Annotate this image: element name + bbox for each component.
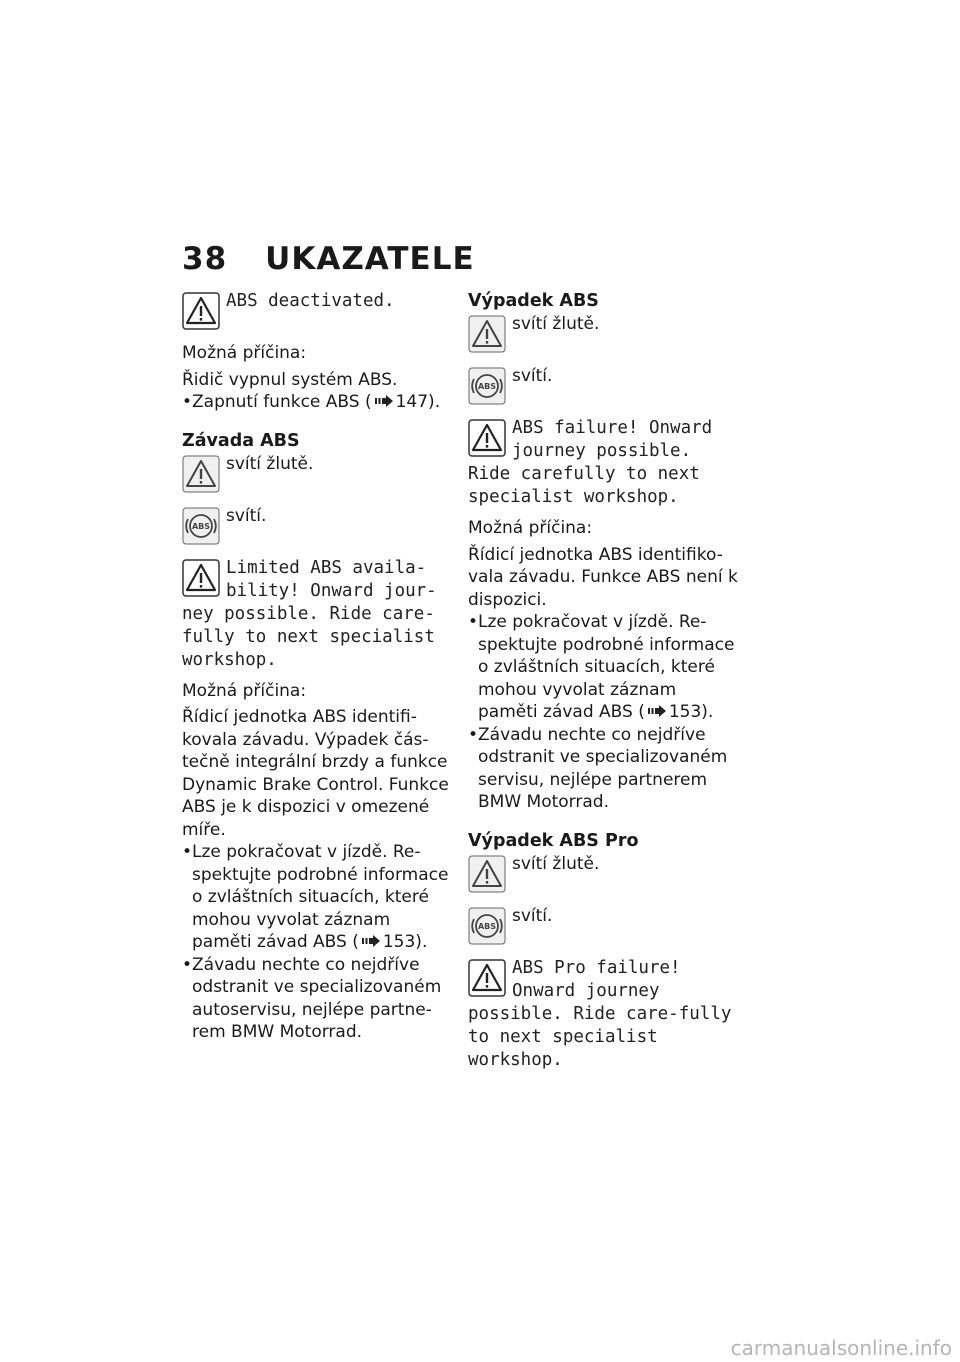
message-line: ABS Pro failure! bbox=[512, 957, 681, 978]
abs-icon-text: ABS bbox=[191, 521, 211, 531]
cause-label: Možná příčina: bbox=[182, 680, 307, 701]
bullet-text: Zapnutí funkce ABS ( bbox=[192, 392, 372, 412]
list-item: • Lze pokračovat v jízdě. Re-spektujte podrobné informace o zvláštních situacích, které mohou vyvolat záznam paměti závad ABS ( 153). bbox=[468, 612, 735, 722]
abs-deactivated-row bbox=[182, 290, 452, 330]
list-item: • Lze pokračovat v jízdě. Re-spektujte podrobné informace o zvláštních situacích, které mohou vyvolat záznam paměti závad ABS ( 153). bbox=[182, 842, 449, 952]
light-status: svítí. bbox=[512, 905, 553, 926]
light-row-yellow bbox=[468, 853, 738, 893]
light-status: svítí žlutě. bbox=[512, 314, 600, 334]
message-continuation: ney possible. Ride care-fully to next specialist workshop. bbox=[182, 603, 435, 670]
warning-triangle-icon bbox=[468, 855, 506, 893]
right-column bbox=[468, 290, 738, 1072]
reference-arrow-icon bbox=[375, 395, 393, 407]
fault-message-row bbox=[182, 557, 452, 603]
page-reference[interactable]: 153). bbox=[668, 702, 714, 722]
cause-label: Možná příčina: bbox=[468, 518, 593, 538]
page-number: 38 bbox=[182, 241, 228, 277]
cause-text: Řídicí jednotka ABS identifiko-vala závadu. Funkce ABS není k dispozici. bbox=[468, 544, 738, 610]
section-heading-pro-failure: Výpadek ABS Pro bbox=[468, 830, 639, 851]
light-status: svítí. bbox=[226, 505, 267, 526]
light-status: svítí žlutě. bbox=[512, 853, 600, 874]
section-heading-fault: Závada ABS bbox=[182, 430, 300, 451]
message-continuation: Ride carefully to next specialist workshop. bbox=[468, 464, 700, 507]
bullet-text: Závadu nechte co nejdříve odstranit ve specializovaném autoservisu, nejlépe partne-rem BMW Motorrad. bbox=[192, 954, 442, 1042]
abs-lamp-icon bbox=[468, 907, 506, 945]
message-line: journey possible. bbox=[512, 441, 692, 461]
cause-label: Možná příčina: bbox=[182, 343, 307, 363]
light-status: svítí žlutě. bbox=[226, 453, 314, 474]
abs-icon-text: ABS bbox=[477, 382, 497, 391]
message-line: Onward journey bbox=[512, 980, 660, 1001]
abs-deactivated-message: ABS deactivated. bbox=[226, 291, 395, 311]
light-row-abs bbox=[182, 505, 452, 545]
list-item: • Závadu nechte co nejdříve odstranit ve specializovaném autoservisu, nejlépe partne-rem BMW Motorrad. bbox=[182, 954, 452, 1044]
cause-text: Řidič vypnul systém ABS. bbox=[182, 369, 398, 390]
light-row-abs bbox=[468, 365, 738, 405]
list-item: • Zapnutí funkce ABS ( 147). bbox=[182, 392, 441, 412]
reference-arrow-icon bbox=[648, 705, 666, 717]
warning-triangle-icon bbox=[182, 559, 220, 597]
failure-message-row bbox=[468, 417, 738, 463]
light-row-abs bbox=[468, 905, 738, 945]
abs-icon-text: ABS bbox=[477, 921, 497, 931]
pro-failure-message-row bbox=[468, 957, 738, 1003]
message-continuation: possible. Ride care-fully to next specialist workshop. bbox=[468, 1003, 732, 1070]
bullet-text: Závadu nechte co nejdříve odstranit ve specializovaném servisu, nejlépe partnerem BMW Motorrad. bbox=[478, 724, 728, 812]
page-title: UKAZATELE bbox=[265, 241, 475, 277]
footer-watermark: carmanualsonline.info bbox=[730, 1336, 952, 1360]
section-heading-failure: Výpadek ABS bbox=[468, 291, 599, 311]
page-reference[interactable]: 153). bbox=[382, 932, 428, 952]
warning-triangle-icon bbox=[468, 315, 506, 353]
page-header bbox=[182, 241, 475, 277]
abs-lamp-icon bbox=[468, 367, 506, 405]
message-line: ABS failure! Onward bbox=[512, 418, 713, 438]
abs-lamp-icon bbox=[182, 507, 220, 545]
page-reference[interactable]: 147). bbox=[395, 392, 441, 412]
list-item: • Závadu nechte co nejdříve odstranit ve specializovaném servisu, nejlépe partnerem BMW Motorrad. bbox=[468, 724, 738, 814]
light-row-yellow bbox=[468, 313, 738, 353]
warning-triangle-icon bbox=[182, 455, 220, 493]
light-row-yellow bbox=[182, 453, 452, 493]
message-line: Limited ABS availa- bbox=[226, 557, 427, 578]
warning-triangle-icon bbox=[182, 292, 220, 330]
warning-triangle-icon bbox=[468, 959, 506, 997]
bullet-text: Lze pokračovat v jízdě. Re-spektujte podrobné informace o zvláštních situacích, které mohou vyvolat záznam paměti závad ABS ( bbox=[192, 842, 449, 952]
reference-arrow-icon bbox=[362, 935, 380, 947]
left-column bbox=[182, 290, 452, 1044]
warning-triangle-icon bbox=[468, 419, 506, 457]
message-line: bility! Onward jour- bbox=[226, 580, 437, 601]
cause-text: Řídicí jednotka ABS identifi-kovala závadu. Výpadek čás-tečně integrální brzdy a funkce Dynamic Brake Control. Funkce ABS je k dispozici v omezené míře. bbox=[182, 707, 449, 840]
light-status: svítí. bbox=[512, 366, 553, 386]
bullet-text: Lze pokračovat v jízdě. Re-spektujte podrobné informace o zvláštních situacích, které mohou vyvolat záznam paměti závad ABS ( bbox=[478, 612, 735, 722]
